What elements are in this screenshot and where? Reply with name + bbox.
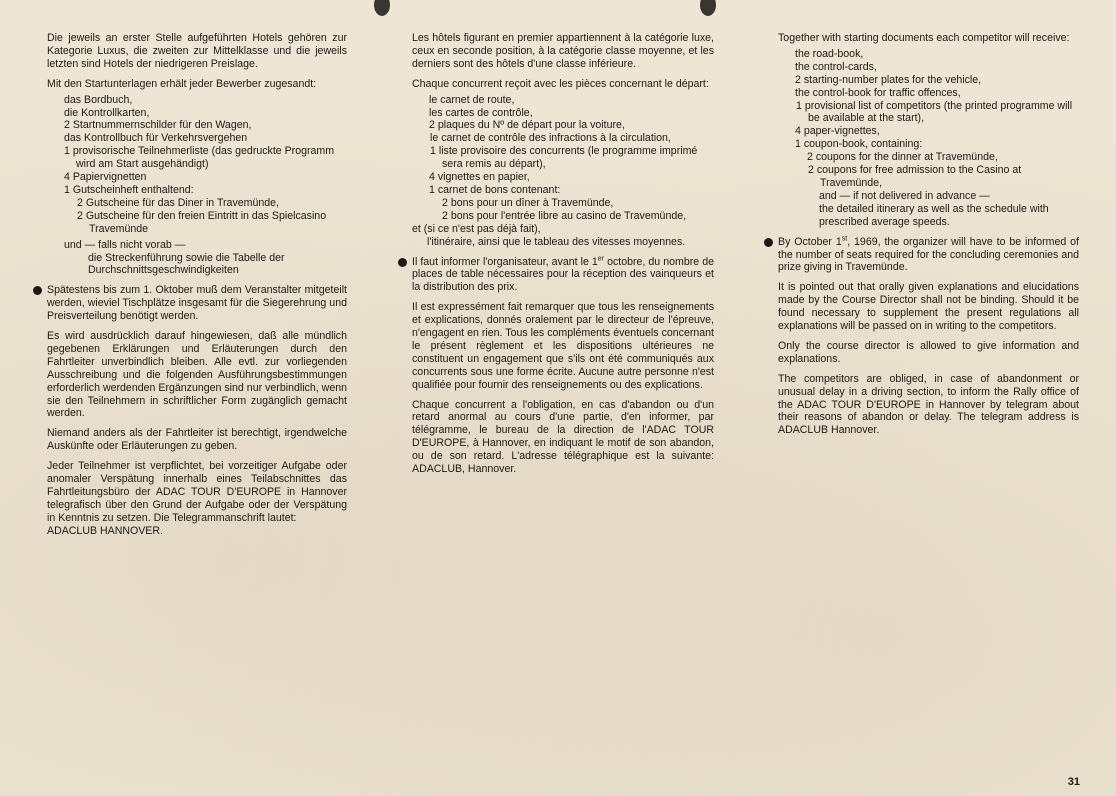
en-explain-paragraph: It is pointed out that orally given explanations and elucidations made by the Course Director shall not be binding. Should it be found necessary to supplement the present regulations all explanations will be passed on in writing to the competitors.: [778, 281, 1079, 333]
list-item: die Streckenführung sowie die Tabelle der Durchschnittsgeschwindigkeiten: [88, 251, 285, 277]
en-intro: Together with starting documents each competitor will receive:: [778, 32, 1070, 44]
list-item: the control-book for traffic offences,: [795, 86, 961, 99]
list-item: das Bordbuch,: [64, 93, 133, 106]
en-items-list: [778, 48, 1079, 229]
en-october-paragraph: By October 1st, 1969, the organizer will have to be informed of the number of seats required for the concluding ceremonies and prize giving in Travemünde.: [778, 236, 1079, 275]
fr-obligation-paragraph: Chaque concurrent a l'obligation, en cas d'abandon ou d'un retard anormal au cours d'une partie, d'en informer, par télégramme, le bureau de la direction de l'ADAC TOUR D'EUROPE, à Hannover, en indiquant le motif de son abandon, ou de son retard. L'adresse télégraphique est la suivante: ADACLUB, Hannover.: [412, 398, 714, 476]
list-item: 2 bons pour un dîner à Travemünde,: [442, 196, 614, 209]
en-obligation-paragraph: The competitors are obliged, in case of abandonment or unusual delay in a driving section, to inform the Rally office of the ADAC TOUR D'EUROPE in Hannover by telegram about their reasons of abandon or delay. The telegram address is ADACLUB Hannover.: [778, 372, 1079, 437]
english-column: [778, 32, 1079, 444]
list-item: 2 Gutscheine für den freien Eintritt in das Spielcasino Travemünde: [77, 209, 327, 235]
list-item: und — falls nicht vorab —: [64, 238, 186, 251]
list-item: 2 plaques du Nº de départ pour la voiture,: [429, 119, 625, 132]
list-item: die Kontrollkarten,: [64, 106, 150, 119]
german-column: [47, 32, 347, 545]
list-item: and — if not delivered in advance —: [819, 189, 990, 202]
list-item: 1 Gutscheinheft enthaltend:: [64, 183, 194, 196]
list-item: 2 starting-number plates for the vehicle,: [795, 73, 982, 86]
list-item: 1 carnet de bons contenant:: [429, 183, 561, 196]
list-item: 2 Startnummernschilder für den Wagen,: [64, 119, 252, 132]
de-obligation-paragraph: Jeder Teilnehmer ist verpflichtet, bei vorzeitiger Aufgabe oder anomaler Verspätung innerhalb eines Teilabschnittes das Fahrtleitungsbüro der ADAC TOUR D'EUROPE in Hannover telegrafisch über den Grund der Aufgabe oder der Verspätung in Kenntnis zu setzen. Die Telegrammanschrift lautet:: [47, 460, 347, 524]
binder-hole: [700, 0, 716, 16]
fr-october-paragraph: Il faut informer l'organisateur, avant le 1er octobre, du nombre de places de table nécessaires pour la réception des vainqueurs et la distribution des prix.: [412, 256, 714, 295]
bullet-icon: [33, 286, 42, 295]
list-item: 1 liste provisoire des concurrents (le programme imprimé sera remis au départ),: [430, 145, 698, 171]
de-october-paragraph: Spätestens bis zum 1. Oktober muß dem Veranstalter mitgeteilt werden, wieviel Tischplätze insgesamt für die Siegerehrung und Preisverteilung benötigt werden.: [47, 284, 347, 323]
bullet-icon: [398, 258, 407, 267]
list-item: 2 bons pour l'entrée libre au casino de Travemünde,: [442, 209, 687, 222]
page-number: 31: [1067, 776, 1080, 788]
list-item: 2 Gutscheine für das Diner in Travemünde,: [77, 196, 279, 209]
fr-intro: Les hôtels figurant en premier appartiennent à la catégorie luxe, ceux en seconde position, à la catégorie classe moyenne, et les derniers sont des hôtels d'une classe inférieure.: [412, 32, 714, 70]
list-item: les cartes de contrôle,: [429, 106, 533, 119]
list-item: 4 paper-vignettes,: [795, 125, 880, 138]
de-items-list: [47, 94, 347, 278]
de-docs-intro: Mit den Startunterlagen erhält jeder Bewerber zugesandt:: [47, 77, 317, 90]
de-nobody-paragraph: Niemand anders als der Fahrtleiter ist berechtigt, irgendwelche Auskünfte oder Erläuterungen zu geben.: [47, 427, 347, 453]
en-only-paragraph: Only the course director is allowed to give information and explanations.: [778, 339, 1079, 365]
list-item: l'itinéraire, ainsi que le tableau des vitesses moyennes.: [427, 235, 686, 248]
list-item: 2 coupons for the dinner at Travemünde,: [807, 151, 998, 164]
list-item: 2 coupons for free admission to the Casino at Travemünde,: [808, 164, 1022, 189]
fr-items-list: [412, 94, 714, 249]
bullet-icon: [764, 238, 773, 247]
de-intro: Die jeweils an erster Stelle aufgeführten Hotels gehören zur Kategorie Luxus, die zweiten zur Mittelklasse und die jeweils letzten sind Hotels der niedrigeren Preislage.: [47, 32, 347, 70]
binder-hole: [374, 0, 390, 16]
list-item: 4 vignettes en papier,: [429, 171, 530, 184]
fr-docs-intro: Chaque concurrent reçoit avec les pièces concernant le départ:: [412, 77, 709, 90]
de-explain-paragraph: Es wird ausdrücklich darauf hingewiesen, daß alle mündlich gegebenen Erklärungen und Erläuterungen durch den Fahrtleiter unverbindlich bleiben. Alle evtl. zur vorliegenden Ausschreibung und die folgenden Ausführungsbestimmungen erforderlich werdenden Ergänzungen sind nur verbindlich, wenn sie den Teilnehmern in schriftlicher Form zugänglich gemacht werden.: [47, 330, 347, 420]
french-column: [412, 32, 714, 483]
list-item: et (si ce n'est pas déjà fait),: [412, 222, 541, 235]
list-item: 4 Papiervignetten: [64, 171, 147, 184]
de-address: ADACLUB HANNOVER.: [47, 524, 163, 537]
list-item: le carnet de contrôle des infractions à la circulation,: [430, 132, 671, 145]
list-item: 1 provisional list of competitors (the printed programme will be available at the start),: [796, 99, 1073, 125]
list-item: the detailed itinerary as well as the schedule with prescribed average speeds.: [819, 202, 1049, 228]
list-item: 1 provisorische Teilnehmerliste (das gedruckte Programm wird am Start ausgehändigt): [64, 145, 335, 171]
list-item: das Kontrollbuch für Verkehrsvergehen: [64, 132, 248, 145]
fr-explain-paragraph: Il est expressément fait remarquer que tous les renseignements et explications, donnés oralement par le directeur de l'épreuve, n'engagent en rien. Tous les compléments éventuels concernant le présent règlement et les dispositions ultérieures ne constituent un engagement que s'ils ont été communiqués aux concurrents sous une forme écrite. Aucune autre personne n'est qualifiée pour fournir des renseignements ou des explications.: [412, 301, 714, 391]
list-item: 1 coupon-book, containing:: [795, 138, 923, 151]
list-item: the road-book,: [795, 47, 864, 60]
list-item: le carnet de route,: [429, 93, 515, 106]
list-item: the control-cards,: [795, 60, 877, 73]
